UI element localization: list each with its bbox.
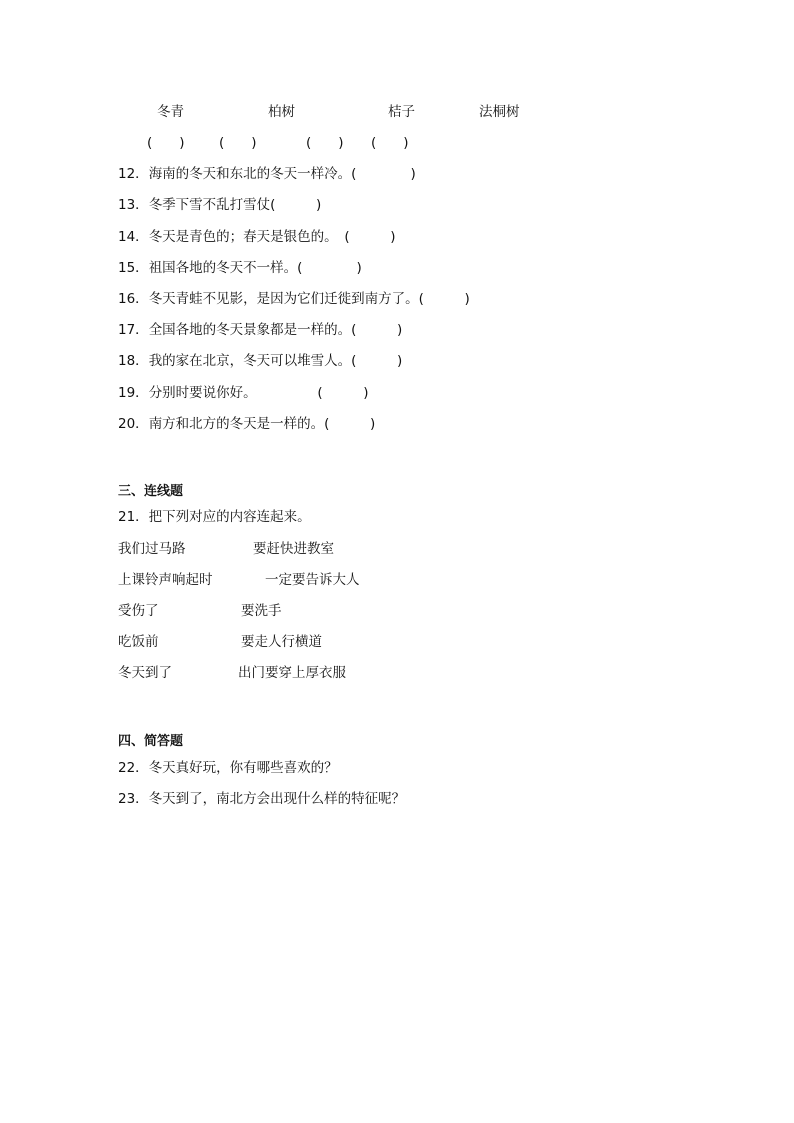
section-title-matching: 三、连线题 — [118, 484, 184, 499]
question-text: 冬季下雪不乱打雪仗( ) — [148, 197, 322, 213]
match-right-item[interactable]: 要走人行横道 — [241, 634, 322, 650]
question-19 — [118, 384, 368, 402]
question-17 — [118, 321, 402, 339]
question-number: 14． — [118, 229, 149, 245]
question-21: 21．把下列对应的内容连起来。 — [118, 509, 311, 525]
question-16 — [118, 290, 470, 308]
question-14 — [118, 228, 395, 246]
question-text: 南方和北方的冬天是一样的。( ) — [148, 416, 376, 432]
question-text: 全国各地的冬天景象都是一样的。( ) — [148, 322, 403, 338]
tree-label-dongqing: 冬青 — [157, 104, 184, 120]
question-12 — [118, 165, 416, 183]
tree-label-juzi: 桔子 — [388, 104, 415, 120]
question-number: 12． — [118, 166, 149, 182]
question-18 — [118, 352, 402, 370]
question-13 — [118, 196, 321, 214]
question-23: 23．冬天到了，南北方会出现什么样的特征呢？ — [118, 791, 406, 807]
match-right-item[interactable]: 一定要告诉大人 — [265, 572, 360, 588]
question-text: 冬天青蛙不见影，是因为它们迁徙到南方了。( ) — [148, 291, 470, 307]
question-number: 20． — [118, 416, 149, 432]
match-right-item[interactable]: 要洗手 — [241, 603, 282, 619]
match-left-item[interactable]: 我们过马路 — [118, 541, 186, 557]
question-number: 17． — [118, 322, 149, 338]
question-22: 22．冬天真好玩，你有哪些喜欢的？ — [118, 760, 338, 776]
tree-label-baishu: 柏树 — [268, 104, 295, 120]
question-text: 海南的冬天和东北的冬天一样冷。( ) — [148, 166, 416, 182]
match-right-item[interactable]: 要赶快进教室 — [253, 541, 334, 557]
match-left-item[interactable]: 受伤了 — [118, 603, 159, 619]
question-number: 19． — [118, 385, 149, 401]
section-title-short-answer: 四、简答题 — [118, 734, 184, 749]
question-text: 祖国各地的冬天不一样。( ) — [148, 260, 362, 276]
question-20 — [118, 415, 375, 433]
tree-label-fatongshu: 法桐树 — [479, 104, 520, 120]
question-number: 13． — [118, 197, 149, 213]
question-number: 18． — [118, 353, 149, 369]
answer-blank[interactable]: ( ) — [147, 135, 185, 151]
question-number: 16． — [118, 291, 149, 307]
question-number: 15． — [118, 260, 149, 276]
question-text: 分别时要说你好。 ( ) — [148, 385, 369, 401]
answer-blank[interactable]: ( ) — [219, 135, 257, 151]
question-text: 冬天是青色的；春天是银色的。 ( ) — [148, 229, 396, 245]
match-left-item[interactable]: 上课铃声响起时 — [118, 572, 213, 588]
question-text: 我的家在北京，冬天可以堆雪人。( ) — [148, 353, 403, 369]
match-right-item[interactable]: 出门要穿上厚衣服 — [238, 665, 346, 681]
answer-blank[interactable]: ( ) — [371, 135, 409, 151]
question-15 — [118, 259, 362, 277]
match-left-item[interactable]: 冬天到了 — [118, 665, 172, 681]
match-left-item[interactable]: 吃饭前 — [118, 634, 159, 650]
answer-blank[interactable]: ( ) — [306, 135, 344, 151]
